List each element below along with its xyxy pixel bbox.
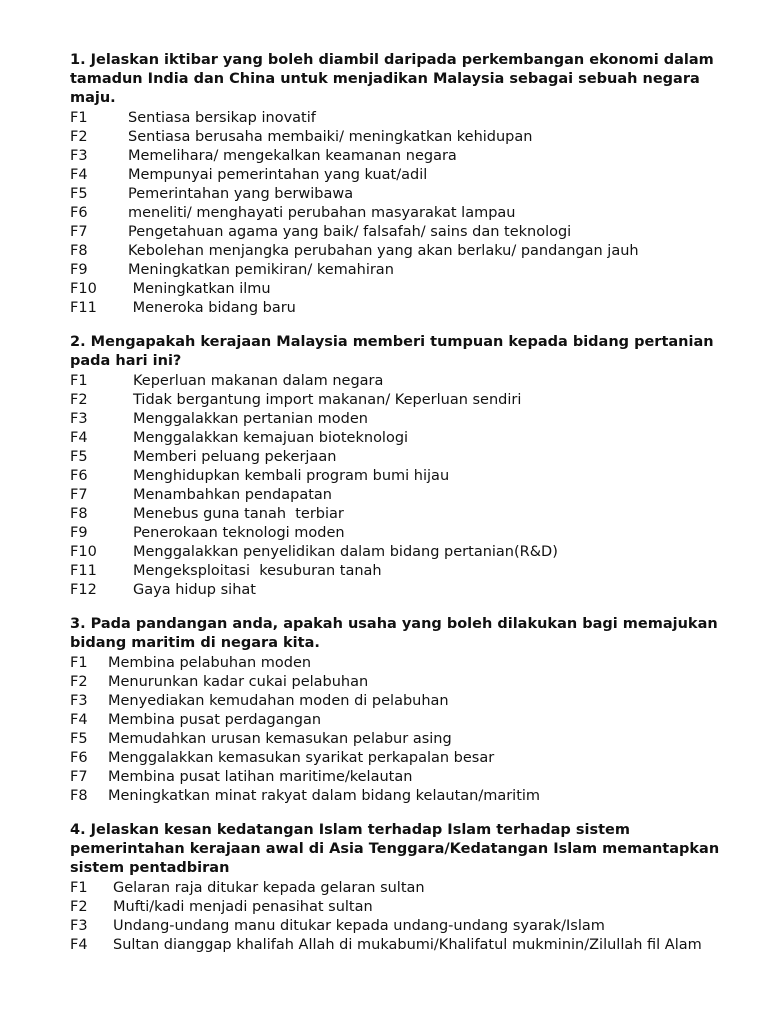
answer-text: Gelaran raja ditukar kepada gelaran sultan: [113, 879, 425, 896]
question-heading: 2. Mengapakah kerajaan Malaysia memberi tumpuan kepada bidang pertanian pada hari ini?: [70, 334, 719, 369]
answer-code: F2: [70, 898, 88, 915]
answer-item: [70, 448, 720, 467]
question-heading: 3. Pada pandangan anda, apakah usaha yang boleh dilakukan bagi memajukan bidang maritim di negara kita.: [70, 616, 723, 651]
answer-code: F4: [70, 711, 88, 728]
answer-item: [70, 562, 720, 581]
answer-code: F11: [70, 299, 97, 316]
answer-text: Memberi peluang pekerjaan: [133, 448, 337, 465]
answer-item: [70, 429, 720, 448]
question-section-3: [70, 615, 723, 806]
answer-code: F7: [70, 223, 88, 240]
answer-item: [70, 467, 720, 486]
answer-code: F6: [70, 204, 88, 221]
answer-text: Meningkatkan minat rakyat dalam bidang kelautan/maritim: [108, 787, 541, 804]
answer-text: Memelihara/ mengekalkan keamanan negara: [128, 147, 457, 164]
answer-text: Sentiasa berusaha membaiki/ meningkatkan kehidupan: [128, 128, 533, 145]
answer-item: [70, 410, 720, 429]
answer-item: [70, 223, 720, 242]
answer-text: Penerokaan teknologi moden: [133, 524, 345, 541]
answer-text: Gaya hidup sihat: [133, 581, 256, 598]
answer-item: [70, 299, 720, 318]
answer-code: F3: [70, 410, 88, 427]
answer-text: Menggalakkan kemajuan bioteknologi: [133, 429, 409, 446]
answer-code: F8: [70, 242, 88, 259]
answer-text: Mengeksploitasi kesuburan tanah: [133, 562, 382, 579]
answer-text: Pemerintahan yang berwibawa: [128, 185, 354, 202]
answer-text: Meningkatkan ilmu: [128, 280, 271, 297]
answer-item: [70, 524, 720, 543]
question-section-4: [70, 821, 725, 955]
answer-text: Mufti/kadi menjadi penasihat sultan: [113, 898, 373, 915]
answer-code: F12: [70, 581, 97, 598]
answer-item: [70, 879, 720, 898]
answer-code: F3: [70, 692, 88, 709]
answer-item: [70, 147, 720, 166]
answer-code: F6: [70, 749, 88, 766]
answer-code: F2: [70, 673, 88, 690]
answer-text: Menggalakkan penyelidikan dalam bidang pertanian(R&D): [133, 543, 558, 560]
question-heading: 1. Jelaskan iktibar yang boleh diambil daripada perkembangan ekonomi dalam tamadun India dan China untuk menjadikan Malaysia sebagai sebuah negara maju.: [70, 52, 719, 106]
answer-text: Menebus guna tanah terbiar: [133, 505, 344, 522]
answer-text: Kebolehan menjangka perubahan yang akan berlaku/ pandangan jauh: [128, 242, 639, 259]
answer-item: [70, 486, 720, 505]
question-section-1: [70, 51, 720, 318]
answer-item: [70, 543, 720, 562]
answer-code: F2: [70, 128, 88, 145]
answer-item: [70, 654, 720, 673]
answer-code: F8: [70, 505, 88, 522]
answer-code: F5: [70, 185, 88, 202]
answer-code: F10: [70, 280, 97, 297]
answer-item: [70, 242, 720, 261]
answer-item: [70, 128, 720, 147]
answer-text: Menggalakkan kemasukan syarikat perkapalan besar: [108, 749, 495, 766]
answer-item: [70, 673, 720, 692]
answer-text: Pengetahuan agama yang baik/ falsafah/ sains dan teknologi: [128, 223, 572, 240]
answer-code: F3: [70, 917, 88, 934]
answer-code: F1: [70, 109, 88, 126]
answer-code: F9: [70, 261, 88, 278]
answer-code: F4: [70, 429, 88, 446]
answer-code: F10: [70, 543, 97, 560]
answer-item: [70, 185, 720, 204]
answer-item: [70, 204, 720, 223]
answer-item: [70, 898, 720, 917]
answer-item: [70, 581, 720, 600]
answer-code: F3: [70, 147, 88, 164]
answer-text: Menggalakkan pertanian moden: [133, 410, 368, 427]
answer-item: [70, 711, 720, 730]
answer-item: [70, 768, 720, 787]
answer-item: [70, 372, 720, 391]
answer-item: [70, 505, 720, 524]
answer-code: F5: [70, 448, 88, 465]
answer-text: Membina pusat perdagangan: [108, 711, 322, 728]
answer-item: [70, 280, 720, 299]
answer-item: [70, 730, 720, 749]
answer-item: [70, 936, 720, 955]
answer-code: F9: [70, 524, 88, 541]
answer-text: Mempunyai pemerintahan yang kuat/adil: [128, 166, 428, 183]
answer-text: Tidak bergantung import makanan/ Keperluan sendiri: [133, 391, 522, 408]
answer-item: [70, 787, 720, 806]
answer-code: F4: [70, 166, 88, 183]
answer-code: F11: [70, 562, 97, 579]
answer-code: F1: [70, 372, 88, 389]
answer-code: F1: [70, 654, 88, 671]
answer-text: Memudahkan urusan kemasukan pelabur asing: [108, 730, 452, 747]
document-page: [70, 51, 725, 970]
answer-item: [70, 692, 720, 711]
answer-item: [70, 261, 720, 280]
answer-code: F1: [70, 879, 88, 896]
answer-item: [70, 391, 720, 410]
answer-item: [70, 109, 720, 128]
answer-text: Meneroka bidang baru: [128, 299, 296, 316]
answer-text: Menambahkan pendapatan: [133, 486, 332, 503]
answer-item: [70, 749, 720, 768]
answer-code: F6: [70, 467, 88, 484]
answer-text: Sentiasa bersikap inovatif: [128, 109, 316, 126]
answer-text: Membina pelabuhan moden: [108, 654, 312, 671]
answer-text: Menurunkan kadar cukai pelabuhan: [108, 673, 369, 690]
answer-text: Menghidupkan kembali program bumi hijau: [133, 467, 450, 484]
answer-text: Meningkatkan pemikiran/ kemahiran: [128, 261, 394, 278]
answer-item: [70, 917, 720, 936]
answer-code: F7: [70, 768, 88, 785]
answer-code: F7: [70, 486, 88, 503]
answer-text: Undang-undang manu ditukar kepada undang-undang syarak/Islam: [113, 917, 605, 934]
answer-item: [70, 166, 720, 185]
question-section-2: [70, 333, 720, 600]
answer-code: F4: [70, 936, 88, 953]
answer-text: meneliti/ menghayati perubahan masyarakat lampau: [128, 204, 516, 221]
answer-code: F8: [70, 787, 88, 804]
answer-text: Membina pusat latihan maritime/kelautan: [108, 768, 413, 785]
answer-text: Menyediakan kemudahan moden di pelabuhan: [108, 692, 449, 709]
answer-text: Keperluan makanan dalam negara: [133, 372, 384, 389]
answer-code: F2: [70, 391, 88, 408]
answer-text: Sultan dianggap khalifah Allah di mukabumi/Khalifatul mukminin/Zilullah fil Alam: [113, 936, 702, 953]
answer-code: F5: [70, 730, 88, 747]
question-heading: 4. Jelaskan kesan kedatangan Islam terhadap Islam terhadap sistem pemerintahan kerajaan awal di Asia Tenggara/Kedatangan Islam memantapkan sistem pentadbiran: [70, 822, 725, 876]
